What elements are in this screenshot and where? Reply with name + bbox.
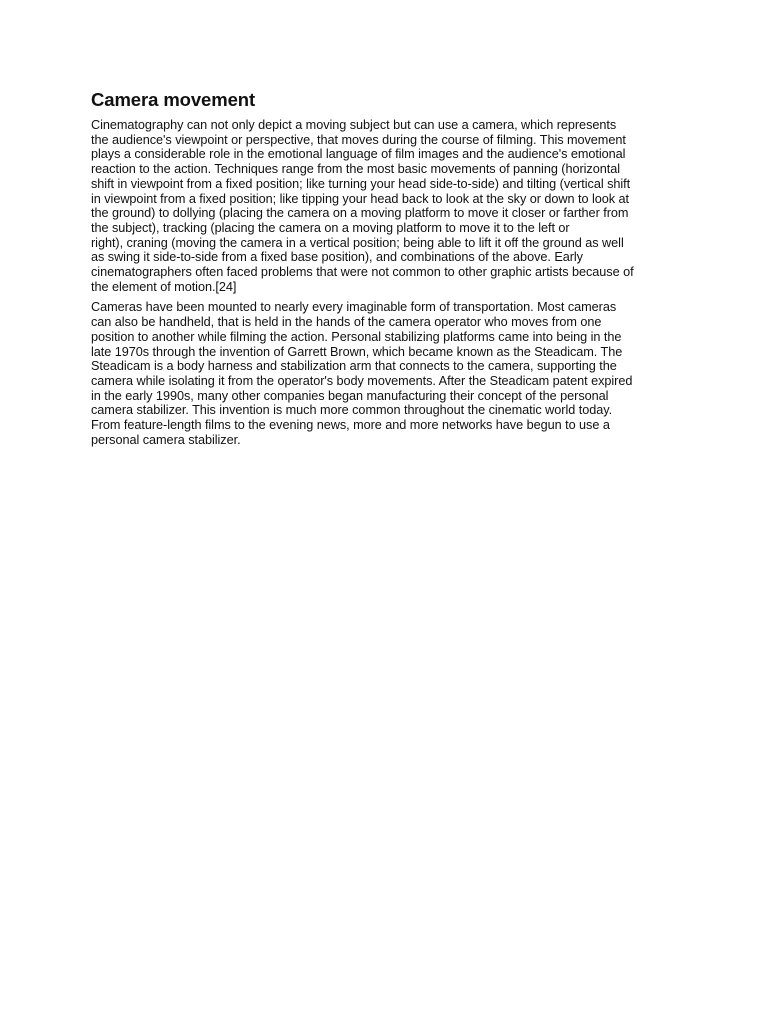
text-line: shift in viewpoint from a fixed position; like turning your head side-to-side) and tilting (vertical shift xyxy=(91,176,631,191)
text-line: cinematographers often faced problems that were not common to other graphic artists because of xyxy=(91,265,634,280)
section-heading: Camera movement xyxy=(91,89,256,110)
text-line: Cinematography can not only depict a moving subject but can use a camera, which represents xyxy=(91,118,617,132)
text-line: can also be handheld, that is held in the hands of the camera operator who moves from one xyxy=(91,315,602,330)
text-line: camera stabilizer. This invention is much more common throughout the cinematic world today. xyxy=(91,403,613,418)
text-line: From feature-length films to the evening news, more and more networks have begun to use a xyxy=(91,418,610,433)
text-line: the subject), tracking (placing the camera on a moving platform to move it to the left or xyxy=(91,220,570,235)
text-line: Steadicam is a body harness and stabilization arm that connects to the camera, supporting the xyxy=(91,359,617,374)
text-line: personal camera stabilizer. xyxy=(91,432,241,447)
text-line: right), craning (moving the camera in a vertical position; being able to lift it off the ground as well xyxy=(91,235,624,250)
paragraph-2 xyxy=(91,300,680,447)
text-line: in the early 1990s, many other companies began manufacturing their concept of the personal xyxy=(91,388,609,403)
text-line: as swing it side-to-side from a fixed base position), and combinations of the above. Early xyxy=(91,250,583,265)
text-line: position to another while filming the action. Personal stabilizing platforms came into being in the xyxy=(91,329,622,344)
paragraph-1 xyxy=(91,118,680,294)
text-line: the ground) to dollying (placing the camera on a moving platform to move it closer or farther from xyxy=(91,206,629,221)
document-page xyxy=(91,88,680,453)
text-line: the element of motion.[24] xyxy=(91,279,237,294)
text-line: camera while isolating it from the operator's body movements. After the Steadicam patent expired xyxy=(91,373,633,388)
text-line: reaction to the action. Techniques range from the most basic movements of panning (horizontal xyxy=(91,162,620,177)
text-line: plays a considerable role in the emotional language of film images and the audience's emotional xyxy=(91,147,626,162)
text-line: in viewpoint from a fixed position; like tipping your head back to look at the sky or down to look at xyxy=(91,191,629,206)
text-line: the audience's viewpoint or perspective, that moves during the course of filming. This movement xyxy=(91,132,626,147)
text-line: late 1970s through the invention of Garrett Brown, which became known as the Steadicam. The xyxy=(91,344,623,359)
text-line: Cameras have been mounted to nearly every imaginable form of transportation. Most cameras xyxy=(91,300,617,315)
